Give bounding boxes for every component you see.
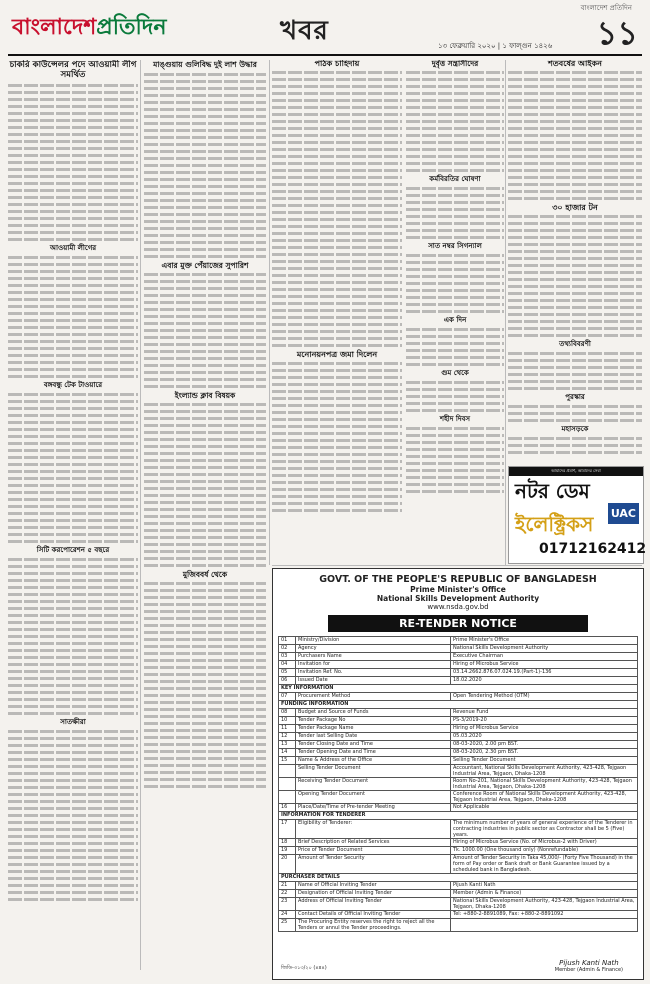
tender-row [279,812,638,820]
tender-cell-v: Pijush Kanti Nath [451,882,638,890]
tender-cell-k: Designation of Official Inviting Tender [296,890,451,898]
tender-cell-v: Prime Minister's Office [451,637,638,645]
headline-8: ইংল্যান্ড ক্লাব বিষয়ক [174,391,236,400]
headline-16: কর্মবিরতির ঘোষণা [429,175,481,183]
article-body [144,273,266,388]
tender-cell-n: 16 [279,804,296,812]
headline-4: সিটি করপোরেশন ৫ বছরে [36,546,110,554]
headline-17: সাত নম্বর সিগন্যাল [428,242,482,250]
article-body [144,73,266,258]
tender-row [279,919,638,932]
tender-cell-n: 04 [279,661,296,669]
article-body [272,71,402,347]
tender-row [279,820,638,839]
tender-cell-v: 05.03.2020 [451,733,638,741]
tender-cell-k: Eligibility of Tenderer: [296,820,451,839]
advertisement[interactable] [508,466,647,564]
tender-cell-k: Contact Details of Official Inviting Tender [296,911,451,919]
headline-5: সাতক্ষীরা [60,718,86,726]
tender-section-label: KEY INFORMATION [279,685,638,693]
tender-cell-v: 03.14.2662.876.07.024.19.(Part-1)-136 [451,669,638,677]
tender-row [279,778,638,791]
tender-cell-n: 20 [279,855,296,874]
tender-row [279,693,638,701]
tender-row [279,890,638,898]
tender-cell-n [279,791,296,804]
tender-cell-n: 07 [279,693,296,701]
tender-cell-v: Not Applicable [451,804,638,812]
tender-cell-v: Selling Tender Document [451,757,638,765]
tender-cell-n: 13 [279,741,296,749]
tender-cell-n: 19 [279,847,296,855]
tender-cell-n: 10 [279,717,296,725]
tender-website[interactable]: www.nsda.gov.bd [427,603,489,611]
tender-cell-v: Open Tendering Method (OTM) [451,693,638,701]
tender-cell-k: Invitation for [296,661,451,669]
article-body [406,427,504,493]
tender-cell-v: 18.02.2020 [451,677,638,685]
tender-row [279,725,638,733]
tender-row [279,847,638,855]
column-4 [406,60,504,565]
tender-row [279,645,638,653]
article-body [272,362,402,512]
tender-cell-k: Invitation Ref. No. [296,669,451,677]
tender-office: Prime Minister's Office [410,585,506,594]
tender-cell-n: 23 [279,898,296,911]
headline-13: মনোনয়নপত্র জমা দিলেন [296,350,378,359]
tender-cell-k: Tender Package No [296,717,451,725]
article-body [144,403,266,567]
tender-cell-v: National Skills Development Authority [451,645,638,653]
tender-cell-n [279,778,296,791]
tender-cell-k: Opening Tender Document [296,791,451,804]
ad-uac-badge: UAC [608,503,639,524]
tender-cell-n: 18 [279,839,296,847]
tender-cell-v: Accountant, National Skills Development Authority, 423-428, Tejgaon Industrial Area, Tejgaon, Dhaka-1208 [451,765,638,778]
tender-cell-v: 08-03-2020, 2.30 pm BST. [451,749,638,757]
tender-cell-v: Tel: +880-2-8891089, Fax: +880-2-8891092 [451,911,638,919]
tender-section-label: INFORMATION FOR TENDERER [279,812,638,820]
newspaper-logo [12,10,167,47]
column-1 [8,60,138,970]
tender-cell-v: Member (Admin & Finance) [451,890,638,898]
headline-3: বঙ্গবন্ধু টেক টাওয়ারে [43,381,103,389]
tender-row [279,765,638,778]
tender-row [279,669,638,677]
tender-cell-v: Executive Chairman [451,653,638,661]
tender-row [279,653,638,661]
tender-row [279,709,638,717]
headline-18: গুম থেকে [441,369,469,377]
logo-part1: বাংলাদেশ [12,14,97,40]
tender-cell-k: Name of Official Inviting Tender [296,882,451,890]
tender-row [279,749,638,757]
article-body [406,71,504,172]
tender-cell-k: Price of Tender Document [296,847,451,855]
tender-cell-k: Selling Tender Document [296,765,451,778]
tender-cell-k: Ministry/Division [296,637,451,645]
tender-cell-k: Issued Date [296,677,451,685]
tender-row [279,701,638,709]
headline-21: তথ্যবিবরণী [559,340,591,348]
dateline: ১৩ ফেব্রুয়ারি ২০২০ | ১ ফাল্গুন ১৪২৬ [438,42,553,50]
tender-cell-v: Amount of Tender Security in Taka 45,000/- (Forty Five Thousand) in the form of Pay order or Bank draft or Bank Guarantee issued by a scheduled bank in Bangladesh. [451,855,638,874]
tender-cell-v: 08-03-2020, 2.00 pm BST. [451,741,638,749]
article-body [406,328,504,366]
article-body [406,381,504,412]
ad-phone-number: 01712162412 [539,541,647,557]
tender-cell-v: PS-3/2019-20 [451,717,638,725]
headline-12: ৩০ হাজার টন [552,203,598,212]
article-body [8,393,138,543]
article-body [508,215,642,337]
paper-name: বাংলাদেশ প্রতিদিন [580,4,632,12]
headline-7: এবার মুক্ত পেঁয়াজের সুপারিশ [161,261,249,270]
tender-cell-n: 01 [279,637,296,645]
ad-brand-part1: নটর ডেম [515,479,590,503]
tender-row [279,874,638,882]
column-divider [505,60,506,565]
tender-cell-k: Tender Closing Date and Time [296,741,451,749]
headline-1: চাকরি কাউন্সেলর পদে আওয়ামী লীগ সমর্থিত [9,60,137,80]
tender-cell-k: Address of Official Inviting Tender [296,898,451,911]
tender-cell-v: National Skills Development Authority, 423-428, Tejgaon Industrial Area, Tejgaon, Dhaka-1208 [451,898,638,911]
tender-row [279,911,638,919]
column-divider [269,60,270,565]
masthead [8,4,642,52]
tender-cell-n: 08 [279,709,296,717]
tender-cell-v: Hiring of Microbus Service [451,661,638,669]
tender-cell-n: 11 [279,725,296,733]
headline-24: পুরস্কার [565,393,585,401]
tender-row [279,855,638,874]
tender-cell-n: 17 [279,820,296,839]
tender-row [279,717,638,725]
tender-cell-n: 24 [279,911,296,919]
headline-19: এক দিন [443,316,467,324]
tender-cell-v: Room No-201, National Skills Development Authority, 423-428, Tejgaon Industrial Area, Tejgaon, Dhaka-1208 [451,778,638,791]
headline-9: পাঠক চাহিদায় [314,60,360,68]
tender-cell-n: 05 [279,669,296,677]
page-number: ১১ [596,14,638,52]
tender-row [279,757,638,765]
article-body [8,256,138,378]
headline-10: দুর্বৃত্ত সন্ত্রাসীদের [431,60,479,68]
tender-cell-n: 25 [279,919,296,932]
tender-title: RE-TENDER NOTICE [328,615,588,632]
signer-title: Member (Admin & Finance) [554,967,623,973]
re-tender-notice [272,568,644,980]
tender-cell-k: The Procuring Entity reserves the right to reject all the Tenders or annul the Tender proceedings. [296,919,451,932]
tender-cell-v [451,919,638,932]
column-5 [508,60,642,464]
tender-cell-v: The minimum number of years of general experience of the Tenderer in contracting industries in public sector as Contractor shall be 5 (Five) years. [451,820,638,839]
headline-6: মাঙ্গুয়ায় গুলিবিদ্ধ দুই লাশ উদ্ধার [153,60,257,69]
headline-11: শতবর্ষের আইকন [548,60,602,68]
tender-cell-n: 02 [279,645,296,653]
article-body [8,730,138,901]
tender-row [279,685,638,693]
tender-cell-v: Hiring of Microbus Service [451,725,638,733]
headline-2: আওয়ামী লীগের [49,244,97,252]
ad-brand-part2: ইলেক্ট্রিকস [515,512,594,536]
article-body [8,84,138,241]
tender-gov-heading: GOVT. OF THE PEOPLE'S REPUBLIC OF BANGLADESH [319,574,597,585]
headline-22: মহাসড়কে [561,425,589,433]
tender-cell-n: 15 [279,757,296,765]
tender-cell-v: Tk. 1000.00 (One thousand only) (Nonrefundable) [451,847,638,855]
tender-cell-k: Purchasers Name [296,653,451,661]
article-body [508,405,642,422]
tender-row [279,741,638,749]
column-3 [272,60,402,565]
tender-row [279,791,638,804]
tender-cell-n: 14 [279,749,296,757]
tender-cell-n [279,765,296,778]
tender-cell-k: Receiving Tender Document [296,778,451,791]
ad-tagline: আমাদের প্রমাণ, আমাদের সেবা [509,467,643,476]
tender-row [279,882,638,890]
tender-cell-n: 03 [279,653,296,661]
article-body [508,352,642,390]
tender-signature [555,959,623,973]
article-body [508,71,642,200]
tender-cell-k: Tender last Selling Date [296,733,451,741]
article-body [406,254,504,313]
tender-cell-k: Tender Opening Date and Time [296,749,451,757]
tender-authority: National Skills Development Authority [376,594,540,603]
tender-cell-k: Amount of Tender Security [296,855,451,874]
signer-name: Pijush Kanti Nath [559,959,619,967]
tender-cell-n: 22 [279,890,296,898]
tender-cell-k: Agency [296,645,451,653]
tender-cell-k: Procurement Method [296,693,451,701]
article-body [406,187,504,239]
tender-cell-n: 12 [279,733,296,741]
tender-row [279,839,638,847]
tender-cell-v: Hiring of Microbus Service (No. of Microbus-2 with Driver) [451,839,638,847]
section-title: খবর [280,16,329,46]
tender-table [278,636,638,932]
section-divider [272,565,642,566]
tender-row [279,733,638,741]
article-body [8,558,138,715]
tender-cell-k: Brief Description of Related Services [296,839,451,847]
tender-section-label: PURCHASER DETAILS [279,874,638,882]
tender-cell-v: Conference Room of National Skills Development Authority, 423-428, Tejgaon Industrial Area, Tejgaon, Dhaka-1208 [451,791,638,804]
tender-row [279,637,638,645]
tender-section-label: FUNDING INFORMATION [279,701,638,709]
tender-cell-k: Place/Date/Time of Pre-tender Meeting [296,804,451,812]
tender-cell-k: Name & Address of the Office [296,757,451,765]
column-2 [144,60,266,970]
headline-20: শহীদ দিবস [439,415,471,423]
column-divider [140,60,141,970]
tender-ref: জিডি-৩১৩/২০ (৪x৪) [281,965,327,971]
article-body [508,437,642,454]
tender-row [279,677,638,685]
tender-row [279,804,638,812]
tender-row [279,898,638,911]
headline-14: মুজিববর্ষ থেকে [182,570,228,579]
tender-cell-n: 06 [279,677,296,685]
tender-row [279,661,638,669]
logo-part2: প্রতিদিন [96,14,167,40]
tender-cell-v: Revenue Fund [451,709,638,717]
tender-cell-k: Budget and Source of Funds [296,709,451,717]
article-body [144,582,266,788]
tender-cell-k: Tender Package Name [296,725,451,733]
tender-cell-n: 21 [279,882,296,890]
masthead-rule [8,54,642,56]
